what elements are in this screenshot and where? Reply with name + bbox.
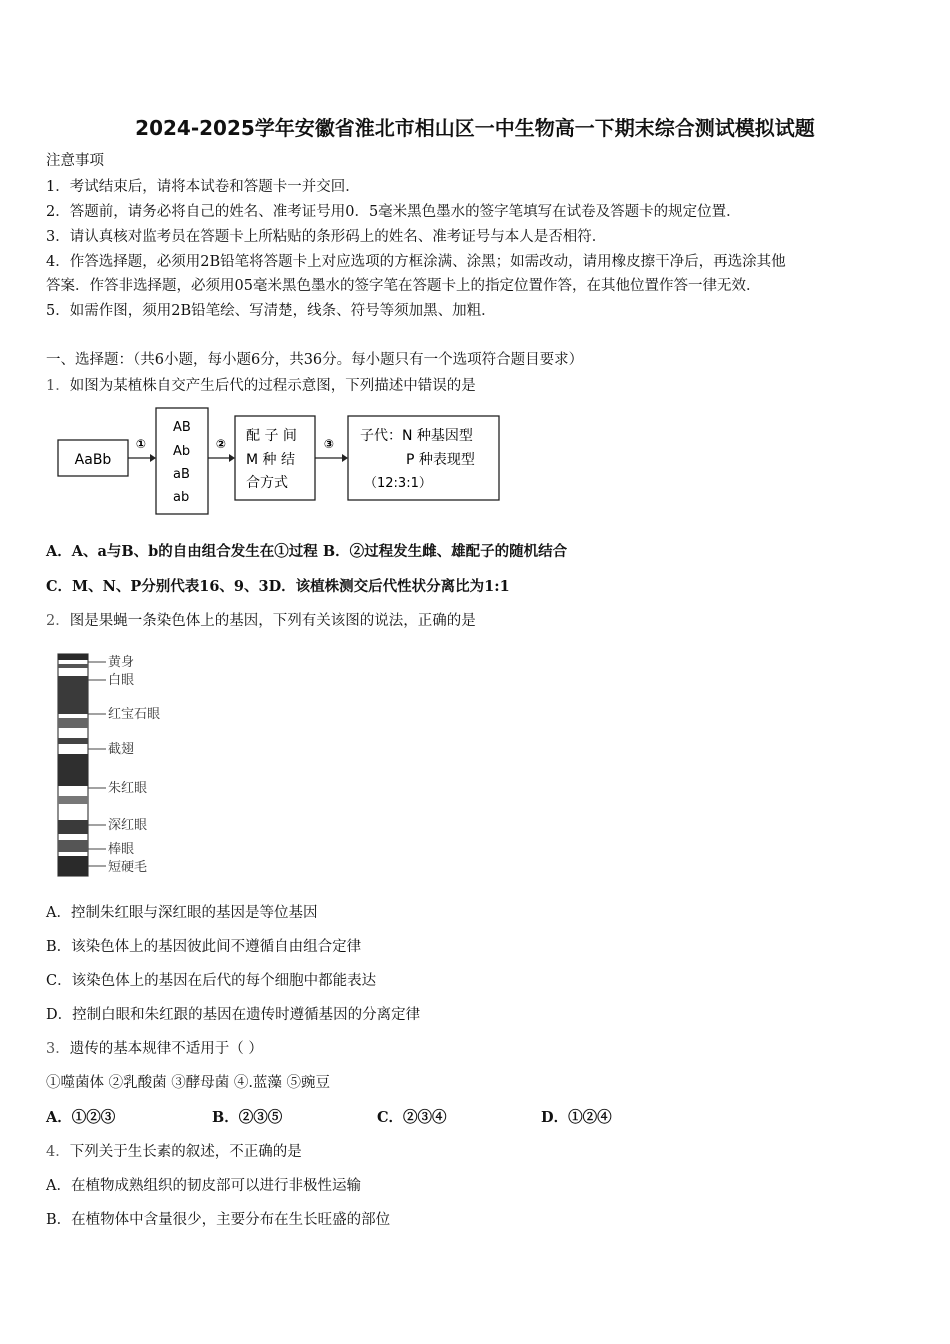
step-2-label: ②	[215, 437, 227, 451]
offspring-line-2: P 种表现型	[406, 452, 475, 468]
combination-line-2: M 种 结	[246, 452, 295, 468]
gene-label: 朱红眼	[108, 781, 148, 796]
band	[58, 796, 88, 804]
combination-line-3: 合方式	[246, 475, 288, 491]
notice-item-4: 4．作答选择题，必须用2B铅笔将答题卡上对应选项的方框涂满、涂黑；如需改动，请用橡皮擦干净后，再选涂其他	[46, 254, 786, 270]
question-number: 3．	[46, 1041, 70, 1057]
q2-chromosome-diagram	[56, 650, 246, 880]
band	[58, 664, 88, 668]
question-stem: 如图为某植株自交产生后代的过程示意图，下列描述中错误的是	[69, 378, 476, 394]
question-2	[46, 611, 476, 631]
notice-item-1: 1．考试结束后，请将本试卷和答题卡一并交回．	[46, 179, 360, 195]
notice-item-3: 3．请认真核对监考员在答题卡上所粘贴的条形码上的姓名、准考证号与本人是否相符．	[46, 229, 607, 245]
notice-item-4-cont: 答案．作答非选择题，必须用05毫米黑色墨水的签字笔在答题卡上的指定位置作答，在其他位置作答一律无效．	[46, 278, 761, 294]
question-stem: 图是果蝇一条染色体上的基因，下列有关该图的说法，正确的是	[69, 613, 476, 629]
q2-option-c: C．该染色体上的基因在后代的每个细胞中都能表达	[46, 973, 377, 989]
q2-option-b: B．该染色体上的基因彼此间不遵循自由组合定律	[46, 939, 362, 955]
page-title: 2024-2025学年安徽省淮北市相山区一中生物高一下期末综合测试模拟试题	[135, 116, 815, 140]
offspring-line-1: 子代：N 种基因型	[360, 428, 473, 444]
gamete-aB: aB	[173, 467, 190, 482]
question-1	[46, 376, 476, 396]
notice-heading: 注意事项	[46, 153, 104, 169]
gamete-AB: AB	[173, 420, 191, 435]
band	[58, 754, 88, 786]
notice-item-5: 5．如需作图，须用2B铅笔绘、写清楚，线条、符号等须加黑、加粗．	[46, 303, 496, 319]
gene-label: 短硬毛	[108, 860, 148, 875]
band	[58, 718, 88, 728]
q1-options-ab: A．A、a与B、b的自由组合发生在①过程 B．②过程发生雌、雄配子的随机结合	[46, 543, 568, 560]
q3-option-c: C．②③④	[377, 1109, 447, 1126]
question-stem: 下列关于生长素的叙述，不正确的是	[69, 1144, 302, 1160]
gene-label: 棒眼	[108, 842, 135, 857]
step-3-label: ③	[323, 437, 335, 451]
q3-option-a: A．①②③	[46, 1109, 116, 1126]
gamete-Ab: Ab	[173, 444, 191, 459]
q3-option-b: B．②③⑤	[212, 1109, 283, 1126]
gene-label: 红宝石眼	[108, 707, 161, 722]
parent-genotype: AaBb	[74, 452, 112, 468]
question-3	[46, 1039, 263, 1059]
question-number: 2．	[46, 613, 70, 629]
q2-option-a: A．控制朱红眼与深红眼的基因是等位基因	[46, 905, 318, 921]
gene-label: 深红眼	[108, 818, 148, 833]
band	[58, 654, 88, 660]
q3-options	[46, 1108, 846, 1128]
q2-option-d: D．控制白眼和朱红跟的基因在遗传时遵循基因的分离定律	[46, 1007, 421, 1023]
combination-line-1: 配 子 间	[246, 428, 297, 444]
band	[58, 856, 88, 876]
offspring-line-3: （12:3:1）	[364, 476, 432, 491]
arrow-2-head	[229, 454, 235, 462]
q3-items: ①噬菌体 ②乳酸菌 ③酵母菌 ④.蓝藻 ⑤豌豆	[46, 1075, 331, 1091]
q1-options-cd: C．M、N、P分别代表16、9、3D．该植株测交后代性状分离比为1:1	[46, 578, 510, 595]
question-number: 4．	[46, 1144, 70, 1160]
gene-label: 截翅	[108, 742, 135, 757]
q1-process-diagram	[56, 404, 506, 518]
band	[58, 676, 88, 714]
question-stem: 遗传的基本规律不适用于（ ）	[69, 1041, 263, 1057]
gamete-ab: ab	[173, 490, 190, 505]
gene-label: 黄身	[108, 655, 135, 670]
arrow-1-head	[150, 454, 156, 462]
band	[58, 840, 88, 852]
question-number: 1．	[46, 378, 70, 394]
section-heading: 一、选择题：（共6小题，每小题6分，共36分。每小题只有一个选项符合题目要求）	[46, 352, 584, 368]
question-4	[46, 1142, 302, 1162]
q4-option-b: B．在植物体中含量很少，主要分布在生长旺盛的部位	[46, 1212, 391, 1228]
band	[58, 820, 88, 834]
gene-label: 白眼	[108, 673, 135, 688]
band	[58, 738, 88, 744]
notice-item-2: 2．答题前，请务必将自己的姓名、准考证号用0．5毫米黑色墨水的签字笔填写在试卷及答题卡的规定位置．	[46, 204, 741, 220]
step-1-label: ①	[135, 437, 147, 451]
q4-option-a: A．在植物成熟组织的韧皮部可以进行非极性运输	[46, 1178, 361, 1194]
arrow-3-head	[342, 454, 348, 462]
q3-option-d: D．①②④	[541, 1109, 612, 1126]
